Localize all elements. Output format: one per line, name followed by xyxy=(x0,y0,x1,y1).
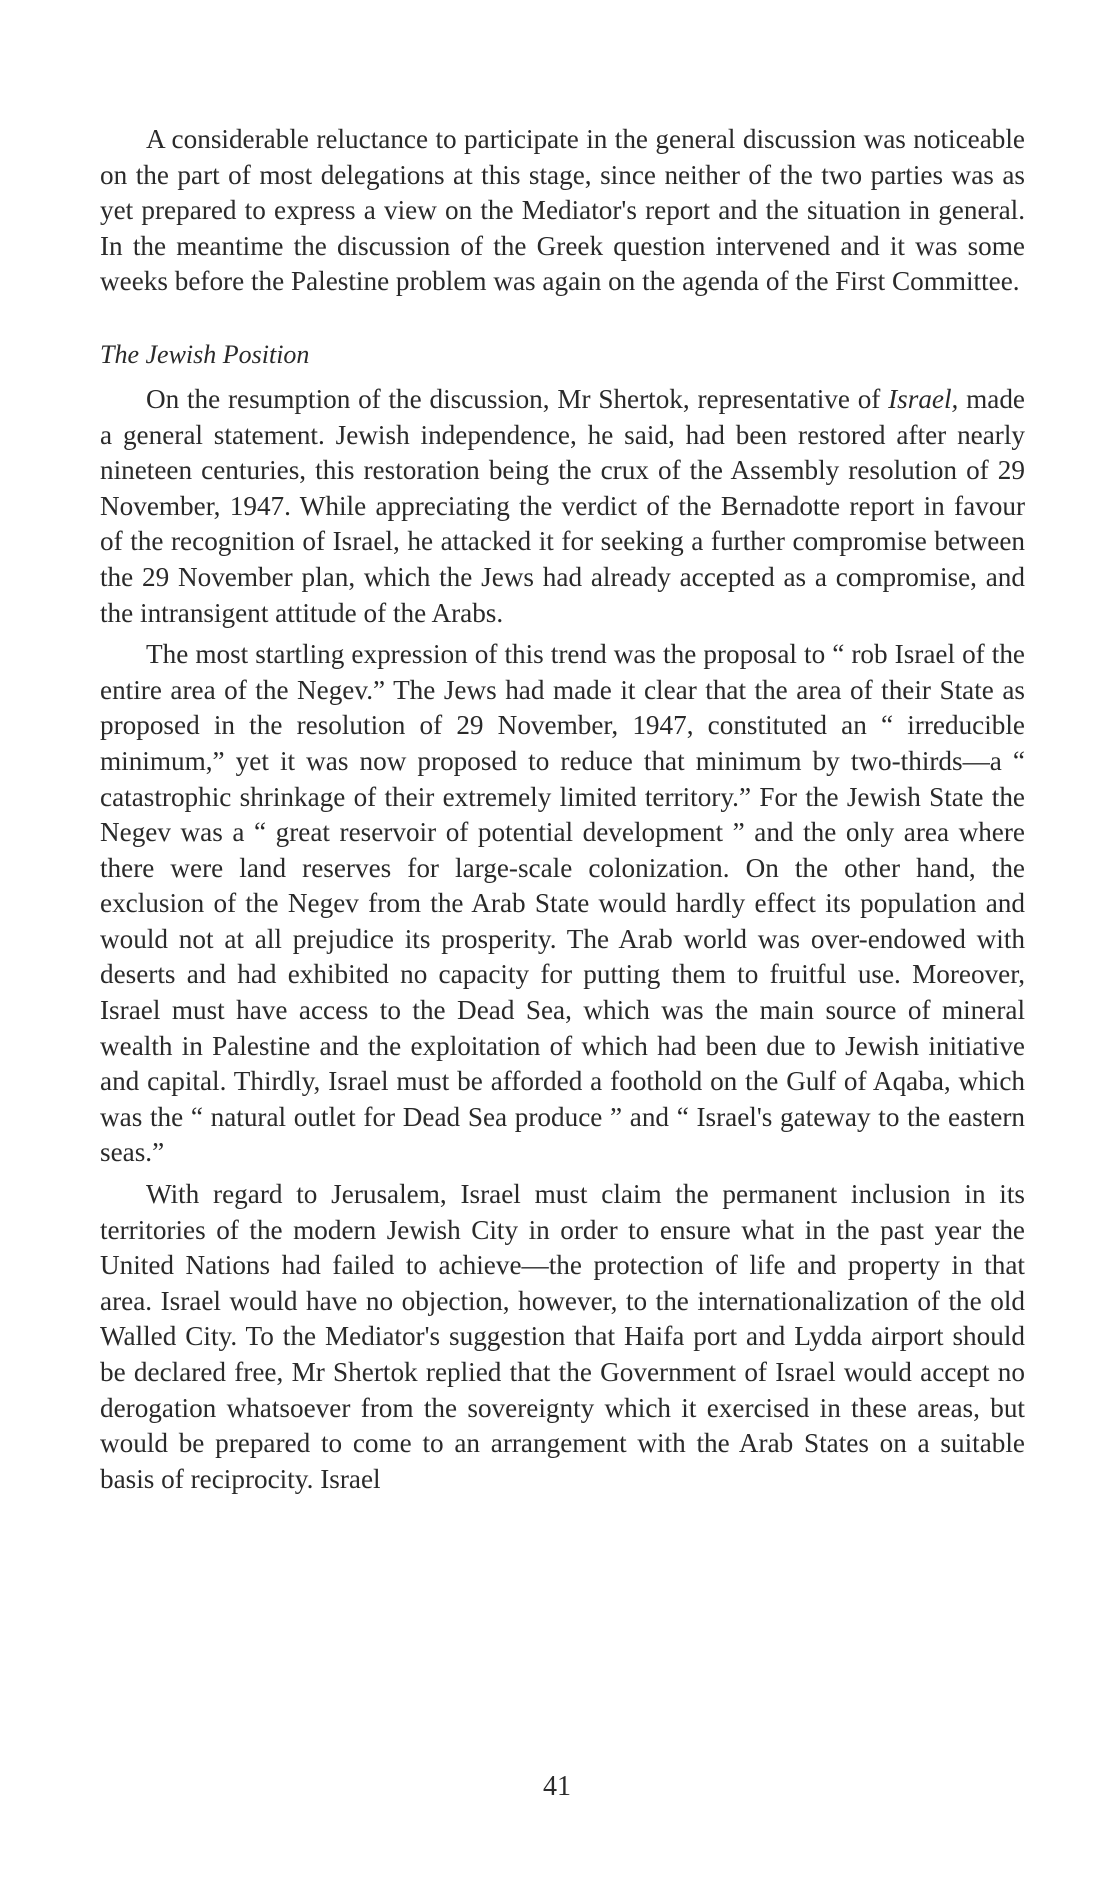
country-name-israel: Israel, xyxy=(888,383,959,414)
paragraph-shertok-statement xyxy=(100,382,1025,631)
paragraph-shertok-lead: On the resumption of the discussion, Mr Shertok, representative of xyxy=(146,383,889,414)
page-body xyxy=(100,122,1025,1497)
paragraph-shertok-rest: made a general statement. Jewish independence, he said, had been restored after nearly nineteen centuries, this restoration being the crux of the Assembly resolution of 29 November, 1947. While appreciating the verdict of the Bernadotte report in favour of the recognition of Israel, he attacked it for seeking a further compromise between the 29 November plan, which the Jews had already accepted as a compromise, and the intransigent attitude of the Arabs. xyxy=(100,383,1025,628)
paragraph-jerusalem: With regard to Jerusalem, Israel must claim the permanent inclusion in its territories of the modern Jewish City in order to ensure what in the past year the United Nations had failed to achieve—the protection of life and property in that area. Israel would have no objection, however, to the internationalization of the old Walled City. To the Mediator's suggestion that Haifa port and Lydda airport should be declared free, Mr Shertok replied that the Government of Israel would accept no derogation whatsoever from the sovereignty which it exercised in these areas, but would be prepared to come to an arrangement with the Arab States on a suitable basis of reciprocity. Israel xyxy=(100,1179,1025,1494)
paragraph-negev-proposal: The most startling expression of this trend was the proposal to “ rob Israel of the entire area of the Negev.” The Jews had made it clear that the area of their State as proposed in the resolution of 29 November, 1947, constituted an “ irreducible minimum,” yet it was now proposed to reduce that minimum by two-thirds—a “ catastrophic shrinkage of their extremely limited territory.” For the Jewish State the Negev was a “ great reservoir of potential development ” and the only area where there were land reserves for large-scale colonization. On the other hand, the exclusion of the Negev from the Arab State would hardly effect its population and would not at all prejudice its prosperity. The Arab world was over-endowed with deserts and had exhibited no capacity for putting them to fruitful use. Moreover, Israel must have access to the Dead Sea, which was the main source of mineral wealth in Palestine and the exploitation of which had been due to Jewish initiative and capital. Thirdly, Israel must be afforded a foothold on the Gulf of Aqaba, which was the “ natural outlet for Dead Sea produce ” and “ Israel's gateway to the eastern seas.” xyxy=(100,639,1025,1168)
section-heading-jewish-position: The Jewish Position xyxy=(100,339,310,369)
paragraph-committee-reluctance: A considerable reluctance to participate in the general discussion was noticeable on the part of most delegations at this stage, since neither of the two parties was as yet prepared to express a view on the Mediator's report and the situation in general. In the meantime the discussion of the Greek question intervened and it was some weeks before the Palestine problem was again on the agenda of the First Committee. xyxy=(100,124,1025,297)
page-number: 41 xyxy=(543,1771,571,1802)
